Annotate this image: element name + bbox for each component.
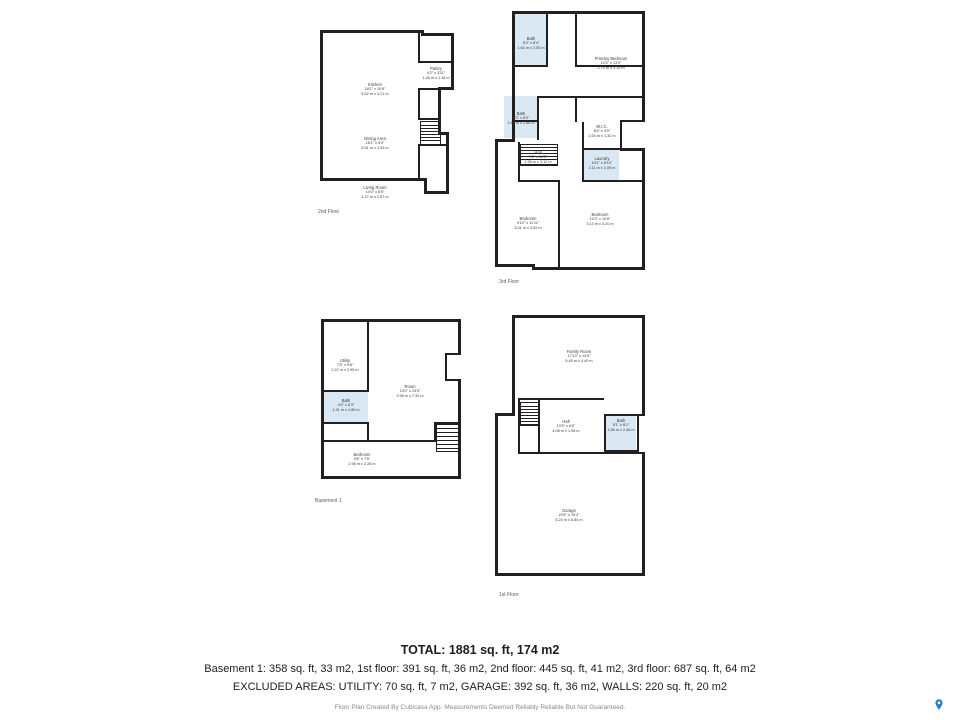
staircase <box>420 121 441 146</box>
room-label-utility: Utility 7'3" x 9'8" 2.22 m x 2.95 m <box>331 358 359 372</box>
plan-3rd-floor <box>492 8 652 273</box>
plan-1st-floor <box>492 312 652 582</box>
floor-caption-2nd: 2nd Floor <box>318 209 340 215</box>
wall <box>575 96 577 122</box>
room-label-hall: Hall 13'5" x 6'6" 4.08 m x 1.98 m <box>552 419 580 433</box>
room-label-bath-1: Bath 5'3" x 8'4" 1.60 m x 2.55 m <box>517 36 545 50</box>
staircase <box>436 424 460 452</box>
wall <box>642 315 645 416</box>
wall <box>321 319 461 322</box>
wall <box>532 267 645 270</box>
wall <box>518 452 638 454</box>
wall <box>575 14 577 66</box>
wall <box>458 319 461 355</box>
room-label-garage: Garage 20'6" x 19'2" 6.24 m x 5.84 m <box>555 508 583 522</box>
wall <box>321 476 461 479</box>
wall <box>558 180 560 268</box>
plan-basement-1 <box>318 316 468 484</box>
wall <box>418 88 440 90</box>
wall <box>642 452 645 576</box>
wall <box>495 139 515 142</box>
wall <box>418 61 452 63</box>
room-label-kitchen: Kitchen 18'1" x 10'6" 5.52 m x 3.21 m <box>361 82 389 96</box>
wall <box>323 390 369 392</box>
room-label-bath: Bath 4'4" x 6'3" 1.31 m x 1.89 m <box>332 398 360 412</box>
wall <box>418 146 420 181</box>
wall <box>620 120 645 122</box>
wall <box>445 353 447 381</box>
room-label-hall: Hall 7'8" x 10'3" 2.36 m x 3.12 m <box>524 150 552 164</box>
wall <box>367 422 369 442</box>
summary-footer <box>0 643 960 711</box>
wall <box>642 148 645 268</box>
room-label-primary-bedroom: Primary Bedroom 12'4" x 13'9" 3.75 m x 4.19 m <box>594 56 628 70</box>
wall <box>495 413 515 416</box>
room-label-bedroom-1: Bedroom 9'10" x 11'11" 3.01 m x 3.62 m <box>514 216 542 230</box>
wall <box>320 30 323 181</box>
wall <box>323 440 436 442</box>
wall <box>518 180 558 182</box>
wall <box>512 11 645 14</box>
room-label-wic: W.I.C. 8'4" x 4'5" 2.54 m x 1.32 m <box>588 124 616 138</box>
wall <box>582 148 622 150</box>
wall <box>495 264 535 267</box>
plan-2nd-floor <box>318 28 466 198</box>
wall <box>367 322 369 390</box>
total-area-text: TOTAL: 1881 sq. ft, 174 m2 <box>400 643 560 657</box>
wall <box>518 398 604 400</box>
wall <box>538 96 576 98</box>
wall <box>495 573 645 576</box>
wall <box>512 315 515 415</box>
wall <box>445 353 461 355</box>
floor-caption-basement: Basement 1 <box>315 498 342 504</box>
floor-caption-1st: 1st Floor <box>499 592 519 598</box>
room-label-bedroom-2: Bedroom 10'3" x 10'6" 3.13 m x 3.20 m <box>586 212 614 226</box>
wall <box>604 414 638 416</box>
wall <box>446 132 449 194</box>
room-label-laundry: Laundry 6'11" x 6'10" 2.11 m x 2.09 m <box>588 156 616 170</box>
room-label-dining-area: Dining Area 18'1" x 5'0" 5.51 m x 1.53 m <box>361 136 389 150</box>
credit-text: Floor Plan Created By Cubicasa App. Measurements Deemed Reliably Reliable But Not Guaranteed. <box>334 704 626 711</box>
wall <box>575 96 643 98</box>
room-label-living-room: Living Room 14'0" x 8'5" 4.27 m x 2.57 m <box>361 185 389 199</box>
room-label-bath-2: Bath 5'3" x 8'9" 1.60 m x 2.68 m <box>507 111 535 125</box>
wall <box>320 30 424 33</box>
wall <box>582 180 644 182</box>
room-label-room: Room 13'0" x 24'5" 3.96 m x 7.32 m <box>396 384 424 398</box>
wall <box>421 33 454 36</box>
wall <box>418 88 420 120</box>
wall <box>495 413 498 576</box>
floor-caption-3rd: 3rd Floor <box>499 279 520 285</box>
wall <box>323 422 369 424</box>
area-breakdown-line-2: EXCLUDED AREAS: UTILITY: 70 sq. ft, 7 m2, GARAGE: 392 sq. ft, 36 m2, WALLS: 220 sq. ft, 20 m2 <box>232 680 728 693</box>
wall <box>424 191 449 194</box>
wall <box>418 33 420 63</box>
wall <box>514 65 548 67</box>
room-label-bath: Bath 5'1" x 8'1" 1.56 m x 2.46 m <box>607 418 635 432</box>
wall <box>512 315 645 318</box>
room-label-family-room: Family Room 17'10" x 14'5" 5.45 m x 4.40 m <box>565 349 593 363</box>
location-pin-icon <box>932 698 946 712</box>
staircase <box>520 402 540 426</box>
wall <box>495 139 498 266</box>
room-label-bedroom: Bedroom 9'8" x 7'6" 2.96 m x 2.28 m <box>348 452 376 466</box>
wall <box>418 118 440 120</box>
wall <box>320 178 426 181</box>
area-breakdown-line-1: Basement 1: 358 sq. ft, 33 m2, 1st floor: 391 sq. ft, 36 m2, 2nd floor: 445 sq. ft, 41 m2, 3rd floor: 687 sq. ft, 64 m2 <box>204 663 756 675</box>
room-label-pantry: Pantry 4'2" x 3'11" 1.28 m x 1.18 m <box>422 66 450 80</box>
